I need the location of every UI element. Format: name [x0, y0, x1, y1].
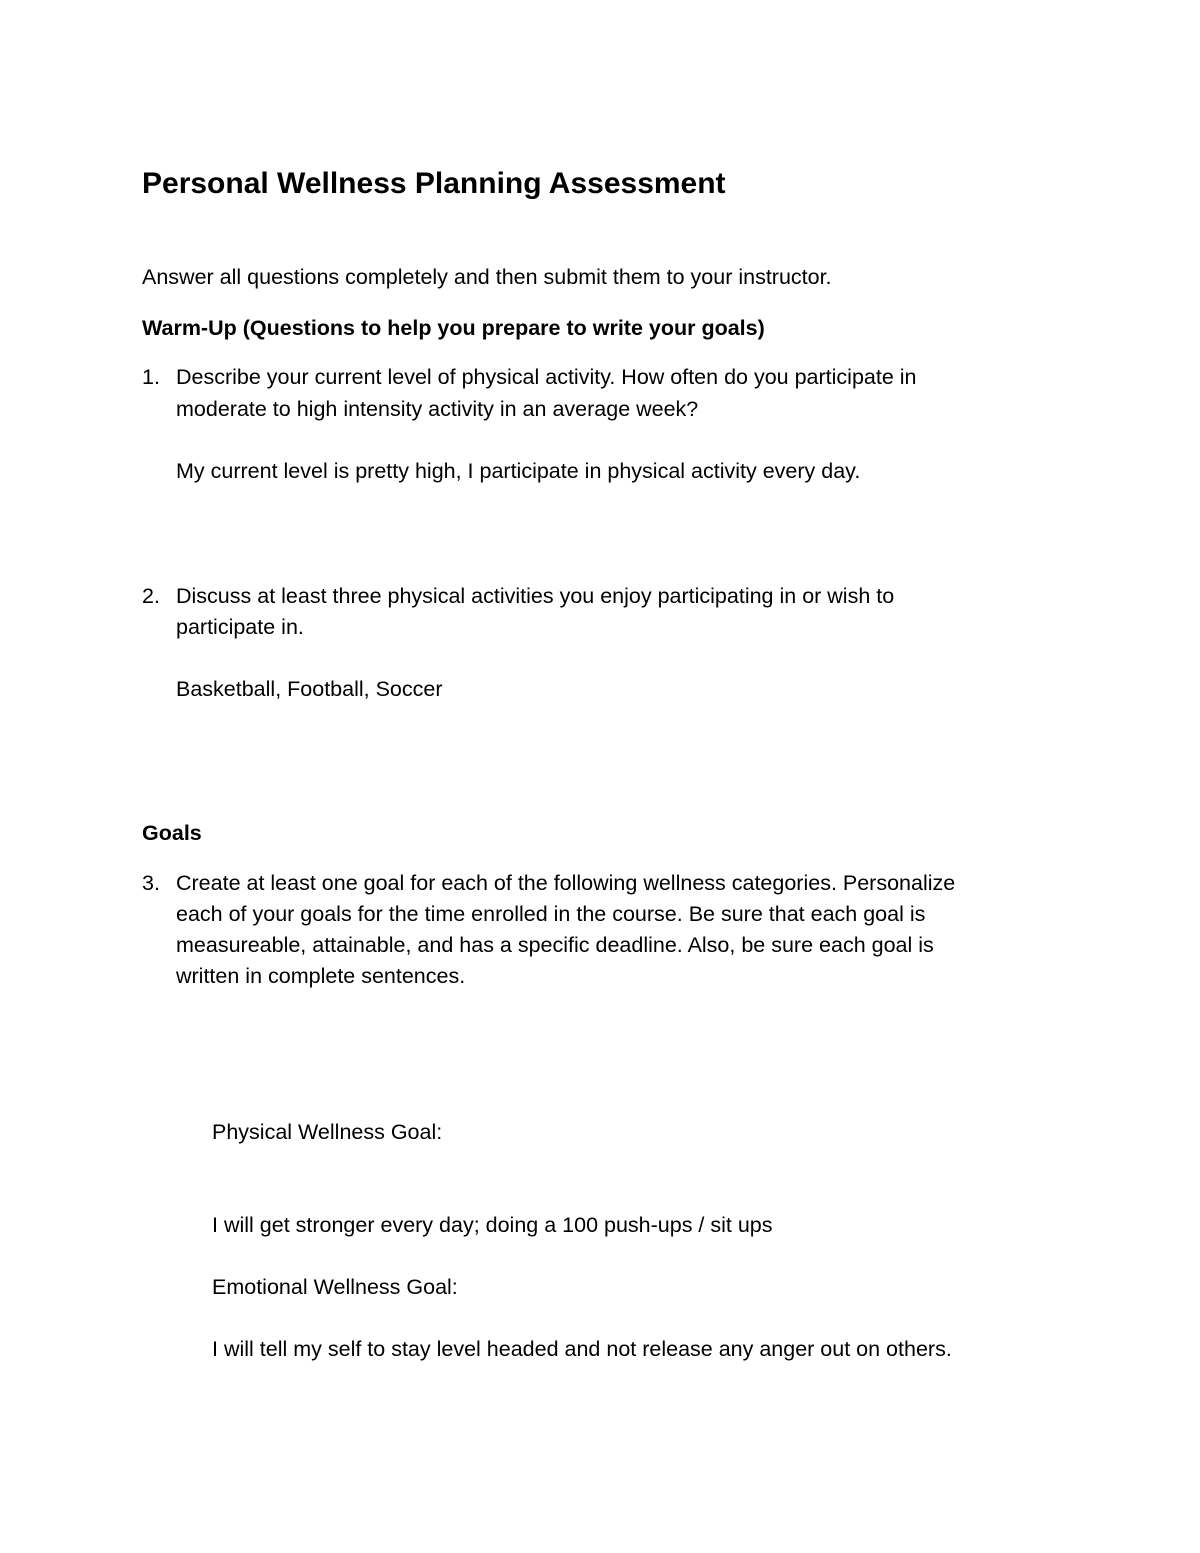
emotional-wellness-goal-label: Emotional Wellness Goal:: [212, 1275, 458, 1299]
question-2-answer: Basketball, Football, Soccer: [176, 677, 443, 701]
question-2-line-2: participate in.: [176, 615, 304, 639]
question-1-line-1: Describe your current level of physical activity. How often do you participate in: [176, 365, 917, 389]
goals-heading: Goals: [142, 821, 202, 845]
physical-wellness-goal-label: Physical Wellness Goal:: [212, 1120, 443, 1144]
page-title: Personal Wellness Planning Assessment: [142, 167, 726, 200]
question-2-line-1: Discuss at least three physical activities you enjoy participating in or wish to: [176, 584, 895, 608]
question-1-line-2: moderate to high intensity activity in an average week?: [176, 397, 699, 421]
physical-wellness-goal-answer: I will get stronger every day; doing a 100 push-ups / sit ups: [212, 1213, 773, 1237]
emotional-wellness-goal-answer: I will tell my self to stay level headed and not release any anger out on others.: [212, 1337, 952, 1361]
question-3-line-2: each of your goals for the time enrolled in the course. Be sure that each goal is: [176, 902, 926, 926]
instructions-text: Answer all questions completely and then submit them to your instructor.: [142, 265, 832, 289]
question-2-number: 2.: [142, 584, 160, 608]
question-1-answer: My current level is pretty high, I participate in physical activity every day.: [176, 459, 861, 483]
question-3-line-3: measureable, attainable, and has a specific deadline. Also, be sure each goal is: [176, 933, 934, 957]
question-1-number: 1.: [142, 365, 160, 389]
question-3-line-1: Create at least one goal for each of the following wellness categories. Personalize: [176, 871, 956, 895]
warmup-heading: Warm-Up (Questions to help you prepare to write your goals): [142, 316, 765, 340]
question-3-number: 3.: [142, 871, 160, 895]
question-3-line-4: written in complete sentences.: [176, 964, 466, 988]
